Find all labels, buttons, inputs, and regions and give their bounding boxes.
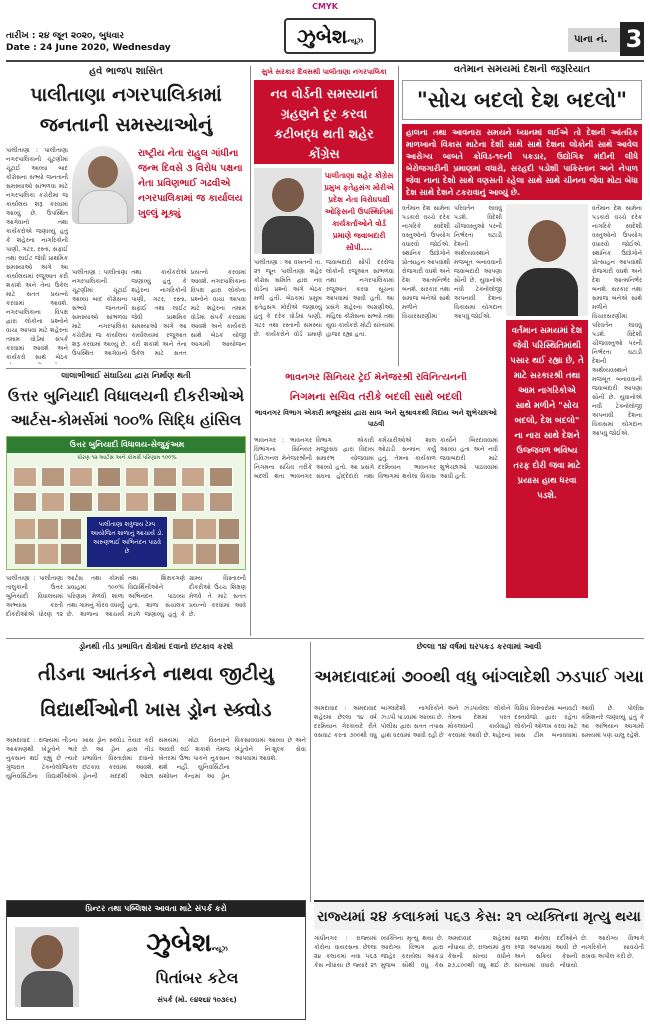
page-number: 3 [620, 22, 644, 56]
date-gujarati: તારીખ : ૨૪ જૂન ૨૦૨૦, બુધવાર [6, 31, 125, 41]
student-photo [181, 492, 205, 512]
story3-kicker: વર્તમાન સમયમાં દેશની જરૂરિયાત [453, 64, 591, 75]
poster-photo-grid-right [173, 519, 239, 565]
story4-kicker: લાલાભીભાઈ સંઘાડિયા દ્વારા નિર્માણ થતી [61, 371, 191, 380]
poster-blurb: પાલીતાણા શત્રુંજય ટેમ્પ આયોજિત શાળાનું આચાર્ય ડો. અરુણભાઈ અભિનંદન પાઠવે છે [87, 517, 167, 567]
poster-subtitle: ધોરણ ૧૨ આર્ટસ અને કોમર્સ પરિણામ ૧૦૦% [77, 455, 177, 461]
story1-portrait [72, 146, 134, 224]
photo-face [272, 178, 304, 212]
student-photo [41, 492, 65, 512]
story7-headline: અમદાવાદમાં ૭૦૦થી વધુ બાંગ્લાદેશી ઝડપાઈ ગયા [314, 667, 644, 686]
story7-kicker: છેલ્લા ૧૪ વર્ષમાં ઘરપકડ કરવામાં આવી [416, 642, 542, 651]
poster-photo-grid-left [15, 519, 81, 565]
story2-body: પાલીતાણા : આ વખતની તા. ૨૧ જૂન પાલીતાણા શહેર કોંગ્રેસ સમિતિ દ્વારા નવ વોર્ડના પ્રશ્નો અંગે બેઠક મળી હતી. બેઠકમાં પ્રમુખ ફતેહસંગ મોરીએ જણાવ્યું હતું કે દરેક વોર્ડમાં પાણી, ગટર તથા રસ્તાની સમસ્યા છે. કાર્યકરોને વોર્ડ પ્રમાણે જવાબદારી સોંપી દરરોજ લોકોની રજૂઆત સાંભળવા તથા નગરપાલિકામાં રજૂઆત કરવા સૂચના આપવામાં આવી હતી. આ પ્રસંગે શહેરના અગ્રણીઓ, મહિલા કોંગ્રેસના સભ્યો તથા યુવા કાર્યકરો મોટી સંખ્યામાં હાજર રહ્યા હતા. [254, 259, 394, 338]
row-divider [6, 638, 644, 639]
story5-body: ભાવનગર : ભાવનગર વિભાગના સિનિયર ડિવિઝનલ મેનેજરશ્રીની નિગમના સચિવ તરીકે બદલી થતા ભાવનગર વિભાગ એકારી મજૂરસંઘ દ્વારા વિદાય સમારંભ યોજવામાં આવ્યો હતો. આ પ્રસંગે સંઘના હોદ્દેદારો તથા કર્મચારીઓએ શાલ ઓઢાડી સન્માન કર્યું હતું. તેમના કાર્યકાળ દરમિયાન ભાવનગર વિભાગમાં થયેલા વિકાસ કાર્યોને બિરદાવવામાં આવ્યા હતા અને નવી જવાબદારી માટે શુભેચ્છાઓ પાઠવવામાં આવી હતી. [254, 437, 498, 480]
student-photo [153, 492, 177, 512]
student-photo [173, 544, 193, 564]
story1-body-cont: પાલીતાણા : પાલીતાણા નગરપાલિકાની ચૂંટણીમાં ચૂંટાઈ આવ્યા બાદ કોંગ્રેસના સભ્યો જનતાની સમસ્યાઓ સાંભળવા માટે નગરપાલિકા કચેરીમાં જ કાર્યાલય શરૂ કરવામાં આવ્યું છે. ઉપસ્થિત આગેવાનો તથા કાર્યકરોએ જણાવ્યું હતું કે શહેરના નાગરિકોની પાણી, ગટર, રસ્તા, સફાઈ તથા લાઈટ જેવી પ્રાથમિક સમસ્યાઓ અંગે આ કાર્યાલયમાં રજૂઆત કરી શકાશે અને તેના ઉકેલ માટે સતત પ્રયત્નો કરવામાં આવશે. નગરપાલિકાના વિપક્ષ દ્વારા લોકોના પ્રશ્નોને વાચા આપવા માટે શહેરના તમામ વોર્ડમાં સંપર્ક કરવામાં આવશે અને કાર્યકરો સાથે બેઠક યોજી આગામી આયોજન [72, 269, 246, 357]
story3-lead: હાલના તથા આવનારા સમયને ધ્યાનમાં લઈએ તો દેશની આંતરિક માળખાનો વિકાસ માટેના દેશી સાથે સાથે દેશના લોકોની સાથે આવેલ આરોગ્ય બાબતે કોવિડ-૧૯ની પકડાર, ઉદ્યોગિક મંદીની લીધે બેરોજગારીની પ્રમાણમાં વધારો, સરહદી પડોશી પાકિસ્તાન અને નેપાળ જેવા નાના દેશો સાથે વણસતી રહેલા સાથે સાથે ચીનના જેવા મોટા બેધા દેશ સાથે દેશને ટકરાવાનું આવ્યું છે. [402, 124, 642, 200]
page-label: પાના નં. [568, 28, 620, 52]
story8-headline: રાજ્યમાં ૨૪ કલાકમાં ૫૬૩ કેસ: ૨૧ વ્યક્તિના મૃત્યુ થયા [314, 900, 644, 930]
student-photo [196, 544, 216, 564]
story7-body: અમદાવાદ : અમદાવાદ શહેરમાં છેલ્લા ૧૪ વર્ષ દરમિયાન ગેરકાયદે રીતે વસવાટ કરતા ૭૦૦થી વધુ બાંગ્લાદેશી નાગરિકોને ઝડપી પાડવામાં આવ્યા છે. પોલીસ દ્વારા સતત તપાસ હાથ ધરવામાં આવી રહી છે અને ઝડપાયેલા લોકોને તેમના દેશમાં પરત મોકલવાની કાર્યવાહી કરવામાં આવી છે. શહેરના વિવિધ વિસ્તારોમાં બનાવટી દસ્તાવેજો દ્વારા રહેતા લોકોની ઓળખ કરવા માટે ખાસ ટીમ બનાવવામાં આવી છે. પોલીસ કમિશનરે જણાવ્યું હતું કે આ અભિયાન આગામી સમયમાં પણ ચાલુ રહેશે. [314, 705, 644, 739]
masthead-logo: ઝુબેશન્યૂઝ [284, 18, 376, 54]
student-photo [181, 467, 205, 487]
student-photo [69, 492, 93, 512]
ad-header: પ્રિન્ટર તથા પબ્લિશર આવતા માટે સંપર્ક કરો [7, 901, 305, 917]
student-photo [97, 467, 121, 487]
student-photo [209, 467, 233, 487]
row-divider [6, 368, 246, 369]
portrait-shirt [78, 190, 128, 224]
column-divider [310, 642, 311, 902]
student-photo [125, 492, 149, 512]
student-photo [41, 467, 65, 487]
column-divider [398, 66, 399, 366]
student-photo [38, 519, 58, 539]
story4-body: પાલીતાણા : પાલીતાણા તાલુકાની ઉત્તર બુનિયાદી વિધાલયમાં અભ્યાસ કરતી દીકરીઓએ ધોરણ ૧૨ આર્ટસ તથા કોમર્સ પ્રવાહમાં ૧૦૦% પરિણામ મેળવી શાળા તથા ગામનું ગૌરવ વધાર્યું છે. શાળાના આચાર્ય તથા શિક્ષકગણે વિદ્યાર્થિનીઓને અભિનંદન પાઠવ્યા હતા. શાળા સંચાલક મંડળે જણાવ્યું હતું કે ગ્રામ્ય વિસ્તારની દીકરીઓ ઉચ્ચ શિક્ષણ મેળવે તે માટે સતત પ્રયત્નો કરવામાં આવે છે. [6, 575, 246, 618]
story2-caption: પાલીતાણા શહેર કોંગ્રેસ પ્રમુખ ફતેહસંગ મોરીએ પ્રદેશ નેતા વિરોધપક્ષી ઓફિસની ઉપસ્થિતિમાં કાર્યકર્તાઓને વોર્ડ પ્રમાણે જવાબદારી સોંપી.... [324, 171, 394, 252]
story6-headline: તીડના આતંકને નાથવા જીટીયુ વિદ્યાર્થીઓની ખાસ ડ્રોન સ્ક્વોડ [38, 663, 274, 721]
story5-kicker: ભાવનગર સિનિયર ટ્રેઈ મેનેજરશ્રી રવિનિત્યનની [285, 372, 467, 383]
portrait-face [31, 935, 63, 969]
ad-name: પિતાંબર કટેલ [155, 969, 239, 987]
date-english: Date : 24 June 2020, Wednesday [6, 43, 171, 53]
student-photo [97, 492, 121, 512]
ad-contact: સંપર્ક (મો. ૯૪૨૬૪ ૧૦૩૯૬) [157, 996, 237, 1004]
story1-quote: રાષ્ટ્રીય નેતા રાહુલ ગાંધીના જન્મ દિવસે ૩ વિરોધ પક્ષના નેતા પ્રવિણભાઈ ગઢવીએ નગરપાલિકામાં જ કાર્યાલય ખુલ્લું મૂક્યું [138, 148, 243, 219]
story2-headline: નવ વોર્ડની સમસ્યાનાં ગ્રહણને દૂર કરવા કટીબદ્ધ થતી શહેર કોંગ્રેસ [254, 80, 394, 164]
student-photo [196, 519, 216, 539]
column-divider [250, 368, 251, 636]
cmyk-marker: CMYK [312, 2, 338, 11]
student-photo [13, 492, 37, 512]
poster-title: ઉત્તર બુનિયાદી વિધાલય-સેજુકુંઅમ [7, 437, 246, 453]
story2-photo [254, 168, 322, 254]
story3-sidebar: વર્તમાન સમયમાં દેશ જેવી પરિસ્થિતિમાંથી પસાર થઈ રહ્યા છે, તે માટે સરકારશ્રી તથા આમ નાગરિકોએ સાથે મળીને "સોચ બદલો, દેશ બદલો" ના નારા સાથે દેશને ઉજ્જવળ ભવિષ્ય તરફ દોરી જવા માટે પ્રયાસ હાથ ધરવા પડશે. [506, 320, 588, 598]
column-divider [250, 66, 251, 366]
photo-suit [262, 216, 314, 254]
story4-headline: ઉત્તર બુનિયાદી વિધાલયની દીકરીઓએ આર્ટસ-કોમર્સમાં ૧૦૦% સિદ્ધિ હાંસિલ [7, 387, 245, 429]
student-photo [219, 544, 239, 564]
story6-kicker: ડ્રોનથી તીડ પ્રભાવિત ક્ષેત્રોમાં દવાનો છંટકાવ કરશે [78, 642, 234, 651]
student-photo [173, 519, 193, 539]
ad-portrait [15, 927, 79, 1007]
story1-headline: પાલીતાણા નગરપાલિકામાં જનતાની સમસ્યાઓનું [30, 84, 222, 136]
student-photo [13, 467, 37, 487]
student-photo [153, 467, 177, 487]
student-photo [219, 519, 239, 539]
ad-logo: ઝુબેશન્યૂઝ [146, 928, 228, 958]
student-photo [38, 544, 58, 564]
story3-photo [506, 204, 588, 316]
student-photo [15, 544, 35, 564]
student-photo [15, 519, 35, 539]
photo-face [528, 220, 566, 262]
student-photo [209, 492, 233, 512]
portrait-face [88, 156, 118, 188]
student-photo [61, 519, 81, 539]
publisher-ad [6, 900, 306, 1020]
story5-subhead: ભાવનગર વિભાગ એકારી મજૂરસંઘ દ્વારા સાલ અને સુશ્રાવકથી વિદાય અને શુભેચ્છાઓ પાઠવી [255, 409, 497, 428]
story3-body: વર્તમાન દેશ સામેના પડકારો વચ્ચે દરેક નાગરિકે સ્વદેશી વસ્તુઓનો ઉપયોગ વધારવો જોઈએ. સ્થાનિક ઉદ્યોગોને પ્રોત્સાહન આપવાથી રોજગારી વધશે અને દેશ આત્મનિર્ભર બનશે. સરકાર તથા સમાજ બંનેએ સાથે મળીને વિચારસરણીમાં પરિવર્તન લાવવું પડશે. વિદેશી ચીજવસ્તુઓ પરની નિર્ભરતા ઘટાડી દેશની અર્થવ્યવસ્થાને મજબૂત બનાવવાની જવાબદારી આપણા સૌની છે. યુવાનોએ નવી ટેક્નોલોજી અપનાવી દેશના વિકાસમાં યોગદાન આપવું જોઈએ. [402, 205, 502, 320]
photo-suit [516, 268, 578, 316]
masthead [6, 18, 644, 62]
student-photo [125, 467, 149, 487]
story6-body: અમદાવાદ : રાજ્યમાં તીડના આક્રમણથી ખેડૂતોને ભારે નુકસાન થઈ રહ્યું છે ત્યારે ગુજરાત ટેકનોલોજિકલ યુનિવર્સિટીના વિદ્યાર્થીઓએ ખાસ ડ્રોન સ્ક્વોડ તૈયાર કરી છે. આ ડ્રોન દ્વારા તીડ પ્રભાવિત વિસ્તારોમાં દવાનો છંટકાવ કરવામાં આવશે. ડ્રોનની મદદથી ઓછા સમયમાં મોટા વિસ્તારને આવરી લઈ શકાશે તેમજ ખેતરમાં ઉભા પાકને નુકસાન થશે નહીં. યુનિવર્સિટીના સંશોધન કેન્દ્રમાં આ ડ્રોન વિકસાવવામાં આવ્યા છે અને ખેડૂતોને નિઃશુલ્ક સેવા આપવામાં આવશે. [6, 737, 306, 780]
story8-body: ગાંધીનગર : રાજ્યમાં કોરોના વાયરસના છેલ્લા ૨૪ કલાકમાં નવા ૫૬૩ કેસ નોંધાયા છે જ્યારે ૨૧ વ્યક્તિના મૃત્યુ થયા છે. આરોગ્ય વિભાગ દ્વારા જાહેર કરાયેલા આંકડા મુજબ સૌથી વધુ કેસ અમદાવાદ શહેરમાં નોંધાયા છે. રાજ્યમાં કુલ કેસની સંખ્યા વધીને ૨૭,૮૦૦થી વધુ થઈ છે. સાજા થયેલા દર્દીઓને રજા આપવામાં આવી છે અને સક્રિય કેસની સંખ્યામાં વધારો નોંધાયો છે. આરોગ્ય વિભાગે નાગરિકોને સાવચેતી રાખવા અપીલ કરી છે. [314, 935, 644, 969]
story5-headline: નિગમના સચિવ તરીકે બદલી સાથે બદલી [289, 391, 463, 403]
story4-poster [6, 436, 246, 570]
poster-photo-grid [13, 467, 241, 513]
student-photo [61, 544, 81, 564]
story1-body: પાલીતાણા : પાલીતાણા નગરપાલિકાની ચૂંટણીમાં ચૂંટાઈ આવ્યા બાદ કોંગ્રેસના સભ્યો જનતાની સમસ્યાઓ સાંભળવા માટે નગરપાલિકા કચેરીમાં જ કાર્યાલય શરૂ કરવામાં આવ્યું છે. ઉપસ્થિત આગેવાનો તથા કાર્યકરોએ જણાવ્યું હતું કે શહેરના નાગરિકોની પાણી, ગટર, રસ્તા, સફાઈ તથા લાઈટ જેવી પ્રાથમિક સમસ્યાઓ અંગે આ કાર્યાલયમાં રજૂઆત કરી શકાશે અને તેના ઉકેલ માટે સતત પ્રયત્નો કરવામાં આવશે. નગરપાલિકાના વિપક્ષ દ્વારા લોકોના પ્રશ્નોને વાચા આપવા માટે શહેરના તમામ વોર્ડમાં સંપર્ક કરવામાં આવશે અને કાર્યકરો સાથે બેઠક [6, 147, 68, 361]
student-photo [69, 467, 93, 487]
story3-headline: "સોચ બદલો દેશ બદલો" [402, 80, 642, 120]
story3-body-cont: વર્તમાન દેશ સામેના પડકારો વચ્ચે દરેક નાગરિકે સ્વદેશી વસ્તુઓનો ઉપયોગ વધારવો જોઈએ. સ્થાનિક ઉદ્યોગોને પ્રોત્સાહન આપવાથી રોજગારી વધશે અને દેશ આત્મનિર્ભર બનશે. સરકાર તથા સમાજ બંનેએ સાથે મળીને વિચારસરણીમાં પરિવર્તન લાવવું પડશે. વિદેશી ચીજવસ્તુઓ પરની નિર્ભરતા ઘટાડી દેશની અર્થવ્યવસ્થાને મજબૂત બનાવવાની જવાબદારી આપણા સૌની છે. યુવાનોએ નવી ટેક્નોલોજી અપનાવી દેશના વિકાસમાં યોગદાન આપવું જોઈએ. [592, 205, 642, 437]
story2-kicker: સુખે સરકાર દિવસથી પાલીતાણા નગરપાલિકા [261, 68, 387, 76]
story1-kicker: હવે ભાજપ શાસિત [89, 66, 163, 77]
portrait-shirt [21, 971, 73, 1007]
